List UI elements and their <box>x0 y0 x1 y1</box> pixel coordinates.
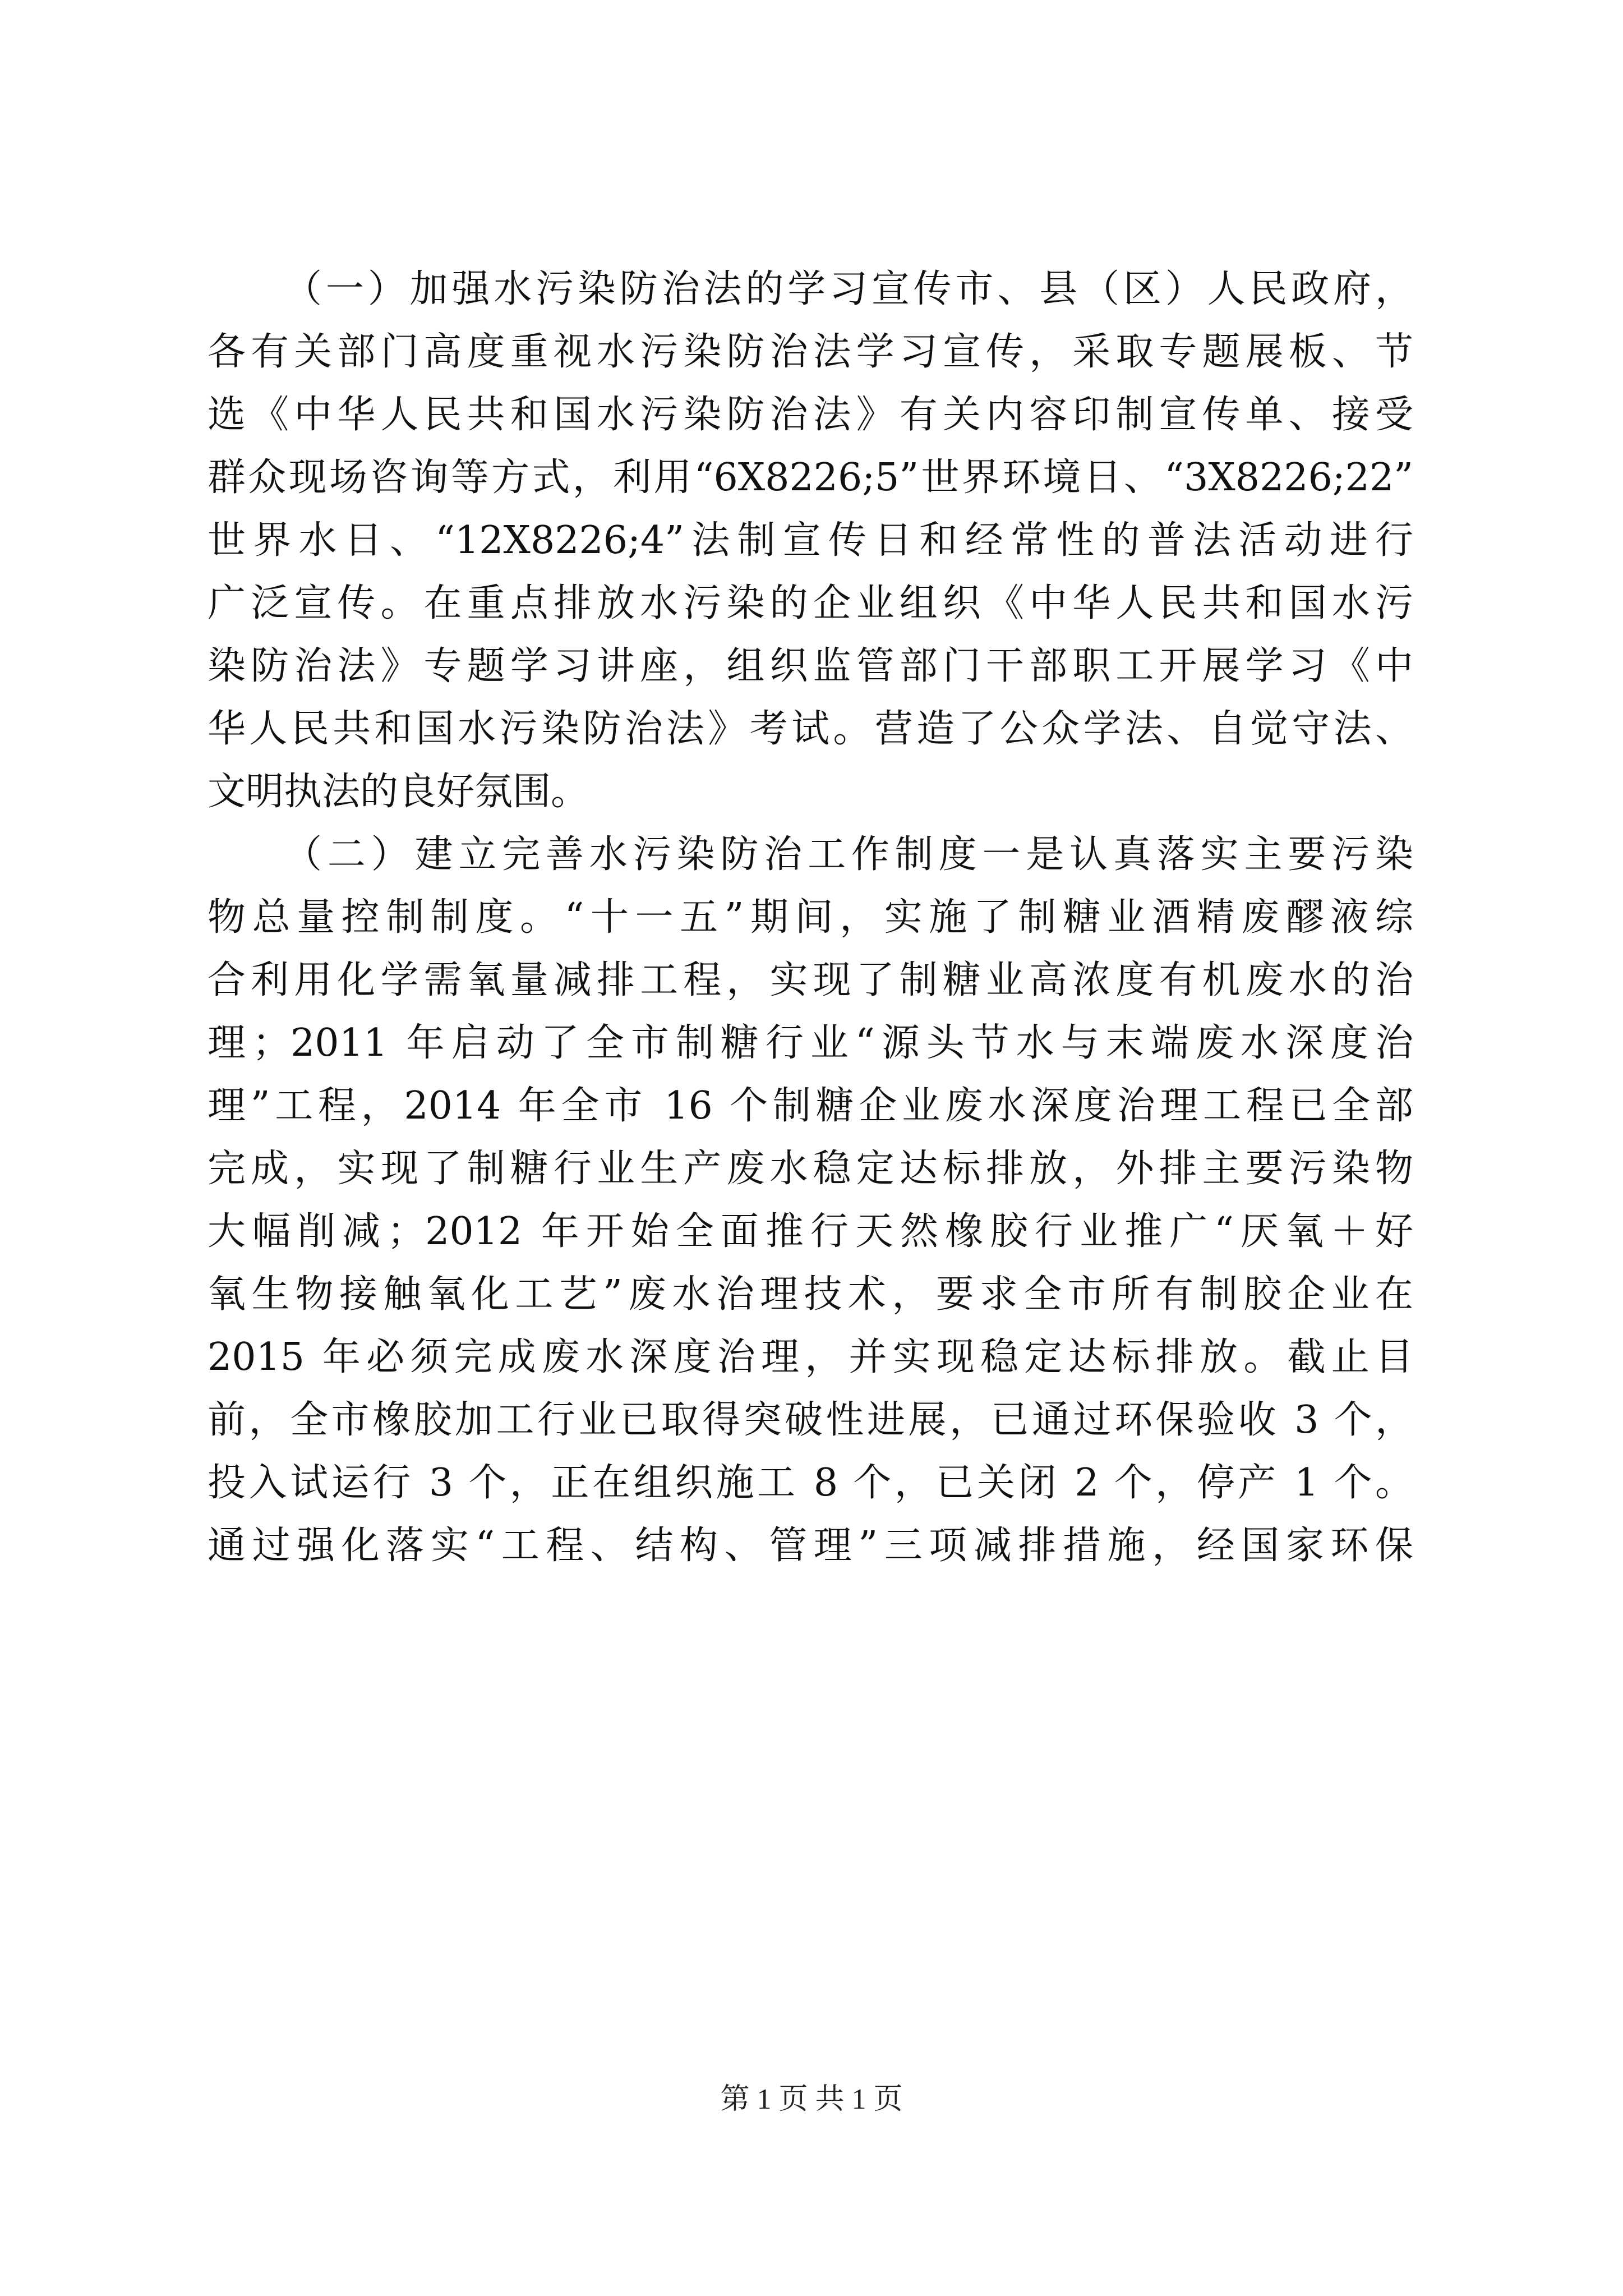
text-line: 完成，实现了制糖行业生产废水稳定达标排放，外排主要污染物 <box>208 1147 1413 1191</box>
text-line: 大幅削减；2012 年开始全面推行天然橡胶行业推广“厌氧＋好 <box>208 1209 1413 1254</box>
text-line: 2015 年必须完成废水深度治理，并实现稳定达标排放。截止目 <box>208 1335 1413 1379</box>
text-line: 氧生物接触氧化工艺”废水治理技术，要求全市所有制胶企业在 <box>208 1272 1413 1317</box>
text-line: 染防治法》专题学习讲座，组织监管部门干部职工开展学习《中 <box>208 644 1413 688</box>
text-line: 广泛宣传。在重点排放水污染的企业组织《中华人民共和国水污 <box>208 581 1413 625</box>
text-line: 选《中华人民共和国水污染防治法》有关内容印制宣传单、接受 <box>208 393 1413 437</box>
text-line: 理；2011 年启动了全市制糖行业“源头节水与末端废水深度治 <box>208 1021 1413 1065</box>
text-line: 投入试运行 3 个，正在组织施工 8 个，已关闭 2 个，停产 1 个。 <box>208 1461 1413 1505</box>
text-line: 各有关部门高度重视水污染防治法学习宣传，采取专题展板、节 <box>208 330 1413 374</box>
text-line: 前，全市橡胶加工行业已取得突破性进展，已通过环保验收 3 个， <box>208 1398 1413 1442</box>
text-line: 通过强化落实“工程、结构、管理”三项减排措施，经国家环保 <box>208 1524 1413 1568</box>
page-number: 第 1 页 共 1 页 <box>720 2083 903 2115</box>
text-line: 合利用化学需氧量减排工程，实现了制糖业高浓度有机废水的治 <box>208 958 1413 1002</box>
text-line: 群众现场咨询等方式，利用“6X8226;5”世界环境日、“3X8226;22” <box>208 455 1413 500</box>
text-line: 物总量控制制度。“十一五”期间，实施了制糖业酒精废醪液综 <box>208 895 1413 940</box>
text-line: 文明执法的良好氛围。 <box>208 770 589 814</box>
text-line: （二）建立完善水污染防治工作制度一是认真落实主要污染 <box>284 832 1413 877</box>
text-line: 华人民共和国水污染防治法》考试。营造了公众学法、自觉守法、 <box>208 707 1413 751</box>
text-line: 理”工程，2014 年全市 16 个制糖企业废水深度治理工程已全部 <box>208 1084 1413 1128</box>
text-line: （一）加强水污染防治法的学习宣传市、县（区）人民政府， <box>284 267 1413 311</box>
page-footer <box>0 2080 1623 2119</box>
text-line: 世界水日、“12X8226;4”法制宣传日和经常性的普法活动进行 <box>208 518 1413 563</box>
